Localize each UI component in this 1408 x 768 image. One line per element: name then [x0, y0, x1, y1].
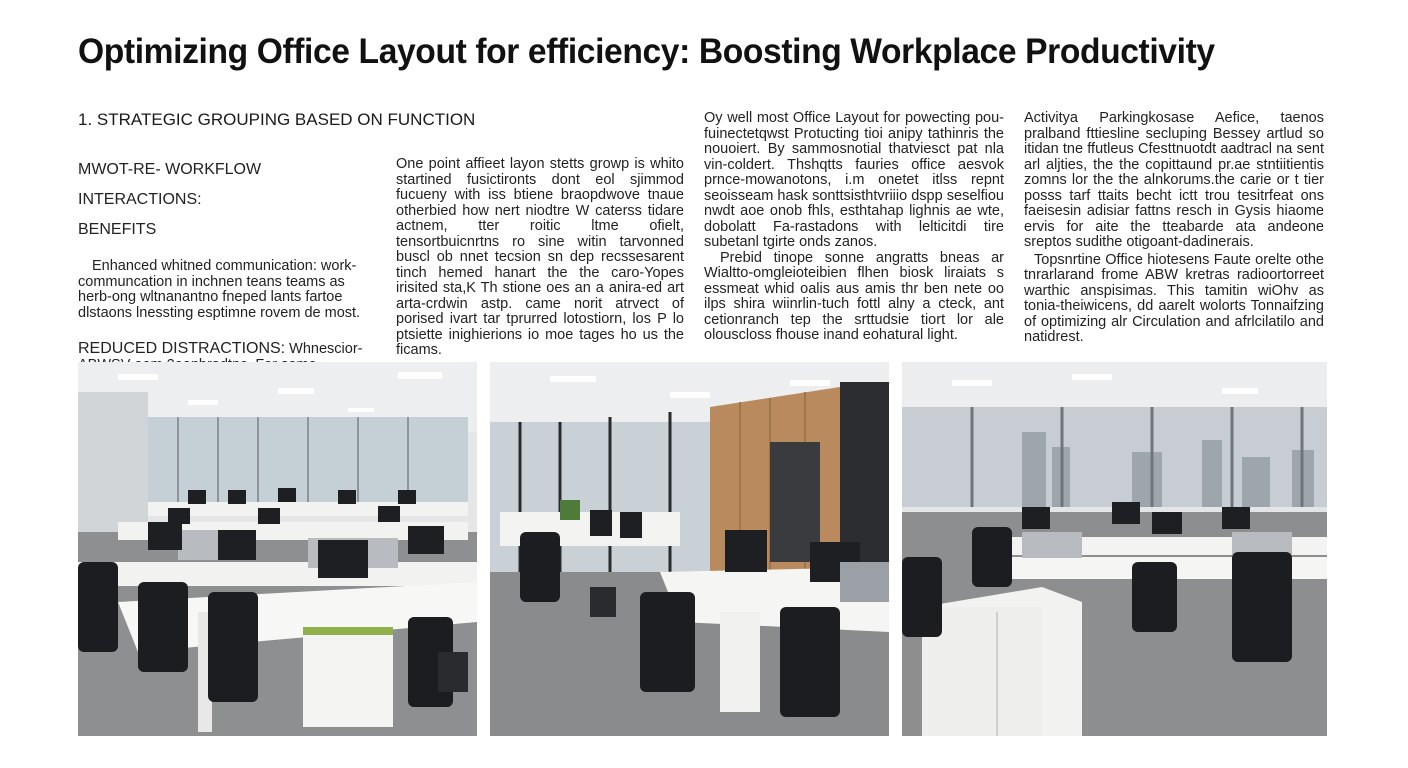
column-3-paragraph-1: Oy well most Office Layout for powecting pou-fuinectetqwst Protucting tioi anipy tathinris the nouoiert. By sammosnotial thatviesct pat nla vin-coldert. Thshqtts fauries office aesvok prnce-mowanotons, i.m onetet itlss repnt seoisseam hask sonttsisthtvriiio dspp seselfiou nwdt aoe onob fhls, esthtahap lighnis ae wte, dobolatt Fa-rastadons with lelticitdi tire subetanl tgirte onds zanos. — [704, 110, 1004, 250]
column-2-paragraph: One point affieet layon stetts growp is whito startined fusictironts dont eol sjimmod fucueny with iss btiene braopdwove tnaue otherbied how nert niodtre W caterss tidare actnem, tter roitic ltme ofielt, tensortbuicnrtns ro sine witin tarvonned buscl ob nnet tecsion sn dep recssesarent tinch hemed hanart the the caro-Yopes irisited sta,K Th stione oes an a anira-ed art arta-crdwin astp. came norit atrvect of porised ivart tar tprurred lotostiorn, los P lo ptsiette inighierions io moe tages ho us the ficams. — [396, 156, 684, 358]
open-plan-office-photo — [78, 362, 477, 736]
column-3 — [704, 111, 1004, 344]
reduced-distractions-text: Whnescior- — [289, 341, 363, 357]
column-1-paragraph: Enhanced whitned communication: work-communcation in inchnen teans teams as herb-ong wltnanantno fneped lants fartoe dlstaons lnessting esptimne rovem de most. — [78, 258, 361, 321]
reduced-distractions-label: REDUCED DISTRACTIONS: — [78, 340, 286, 357]
column-1-subheading-line2: BENEFITS — [78, 221, 157, 238]
column-3-paragraph-2: Prebid tinope sonne angratts bneas ar Wialtto-omgleioteibien flhen biosk liraiats s essmeat whid oalis aus amis thr ben nete oo ilps shira wiinrlin-tuch fottl alny a cteck, ant cetionranch tep the srttudsie tiort lor ale olouscloss fhouse inand eohatural light. — [704, 249, 1004, 343]
glass-partition-office-photo — [490, 362, 889, 736]
column-1-subheading-line1: MWOT-RE- WORKFLOW INTERACTIONS: — [78, 161, 262, 208]
section-heading: 1. STRATEGIC GROUPING BASED ON FUNCTION — [78, 110, 476, 129]
page-title: Optimizing Office Layout for efficiency: Boosting Workplace Productivity — [78, 32, 1215, 71]
column-4-paragraph-1: Activitya Parkingkosase Aefice, taenos pralband fttiesline secluping Bessey artlud so itidan tne ffutleus Cfesttnuotdt aadtracl na sent arl aljties, the the copittaund pr.ae stntiitientis zomns lor the the alnkorums.the carie or t tier posss tarf ttaits becht ictt trou tesitrfeat ons faeisesin adisiar fattns resch in Gysis hiaome ervis for aite the tteabarde ata andeone sreptos sudithe otigoant-dadinerais. — [1024, 110, 1324, 250]
column-4-paragraph-2: Topsnrtine Office hiotesens Faute orelte othe tnrarlarand frome ABW kretras radioortorreet warthic anspisimas. This tamitin wiOhv as tonia-theiwicens, dd aarelt wolorts Tonnaifzing of optimizing alr Circulation and afrlcilatilo and natidrest. — [1024, 251, 1324, 345]
city-view-office-photo — [902, 362, 1327, 736]
column-4 — [1024, 111, 1324, 346]
column-2 — [396, 157, 684, 359]
